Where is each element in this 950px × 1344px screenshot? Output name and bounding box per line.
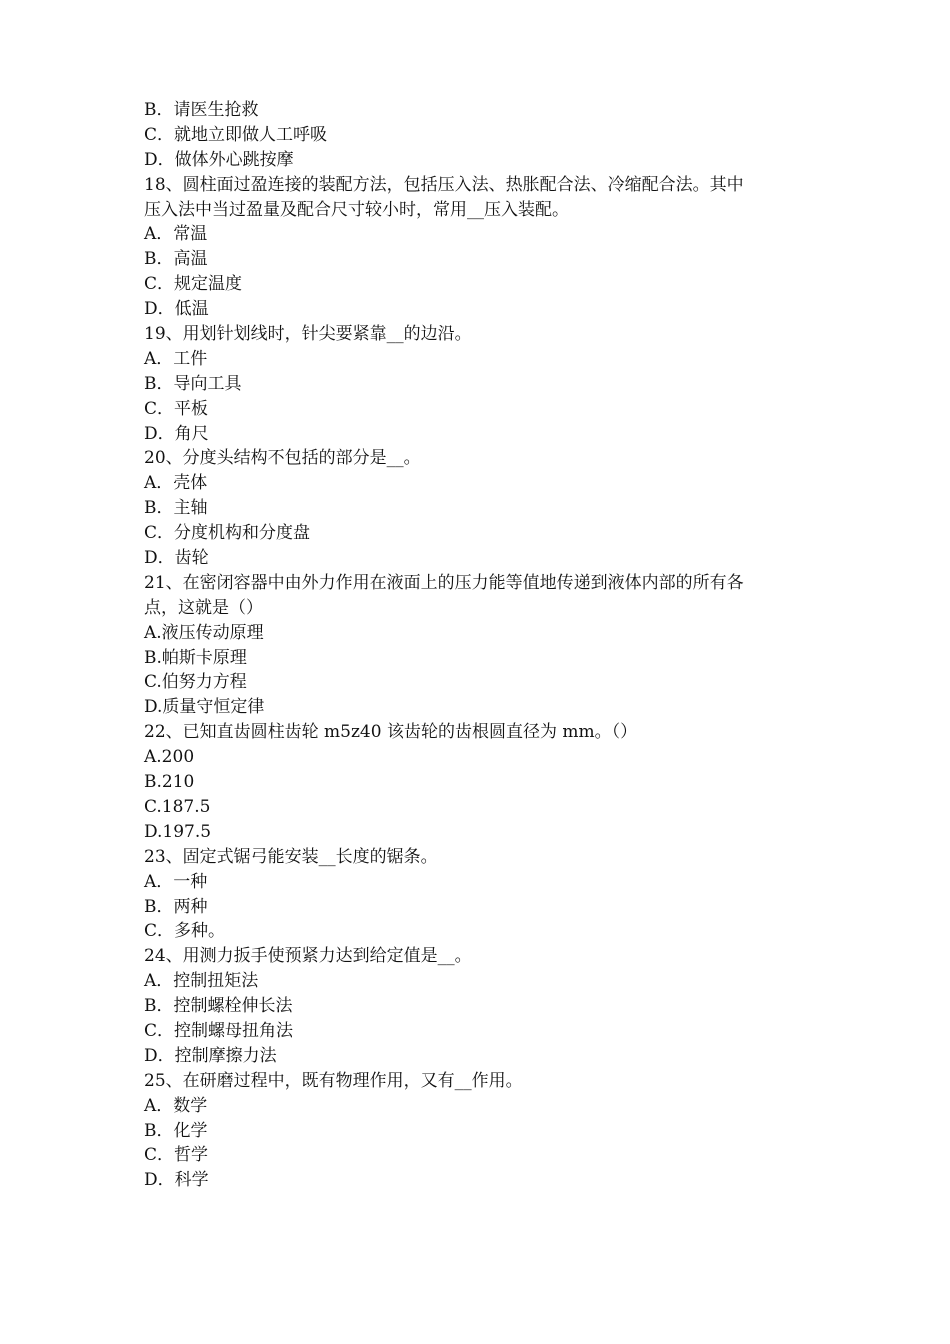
option-line: B．请医生抢救 [144,100,259,120]
question-19-line: 19、用划针划线时，针尖要紧靠__的边沿。 [144,324,472,345]
option-line: C．多种。 [144,921,226,942]
option-line: B.210 [144,772,195,793]
option-line: D．低温 [144,299,209,320]
option-line: C．分度机构和分度盘 [144,523,311,544]
question-21-line: 21、在密闭容器中由外力作用在液面上的压力能等值地传递到液体内部的所有各 [144,572,744,593]
exam-text-body [144,98,824,1193]
option-line: C．平板 [144,398,209,419]
option-line: A．工件 [144,348,208,369]
question-24-line: 24、用测力扳手使预紧力达到给定值是__。 [144,946,472,967]
option-line: A．控制扭矩法 [144,971,259,992]
option-line: D．做体外心跳按摩 [144,149,294,170]
option-line: A．一种 [144,871,208,892]
option-line: A．数学 [144,1095,208,1116]
option-line: C．就地立即做人工呼吸 [144,124,328,145]
question-22-line: 22、已知直齿圆柱齿轮 m5z40 该齿轮的齿根圆直径为 mm。（） [144,722,638,743]
option-line: B.帕斯卡原理 [144,647,247,668]
option-line: A.200 [144,747,195,768]
option-line: B．化学 [144,1120,208,1141]
option-line: C．哲学 [144,1145,209,1166]
question-20-line: 20、分度头结构不包括的部分是__。 [144,448,421,469]
option-line: A.液压传动原理 [144,622,264,643]
question-18-line: 18、圆柱面过盈连接的装配方法，包括压入法、热胀配合法、冷缩配合法。其中 [144,174,744,195]
option-line: D.质量守恒定律 [144,697,265,718]
option-line: A．常温 [144,224,208,245]
option-line: D．科学 [144,1170,209,1191]
option-line: B．主轴 [144,498,208,519]
option-line: D．控制摩擦力法 [144,1045,277,1066]
option-line: B．两种 [144,896,208,917]
question-25-line: 25、在研磨过程中，既有物理作用，又有__作用。 [144,1070,523,1091]
question-18-line: 压入法中当过盈量及配合尺寸较小时，常用__压入装配。 [144,199,569,220]
option-line: D．齿轮 [144,548,209,569]
option-line: C.187.5 [144,796,211,817]
option-line: B．控制螺栓伸长法 [144,996,293,1017]
option-line: C．规定温度 [144,274,243,295]
option-line: A．壳体 [144,473,208,494]
option-line: C．控制螺母扭角法 [144,1020,294,1041]
option-line: D．角尺 [144,423,209,444]
question-23-line: 23、固定式锯弓能安装__长度的锯条。 [144,846,438,867]
option-line: B．导向工具 [144,373,242,394]
question-21-line: 点，这就是（） [144,597,263,618]
option-line: C.伯努力方程 [144,672,247,693]
option-line: B．高温 [144,249,208,270]
option-line: D.197.5 [144,821,212,842]
